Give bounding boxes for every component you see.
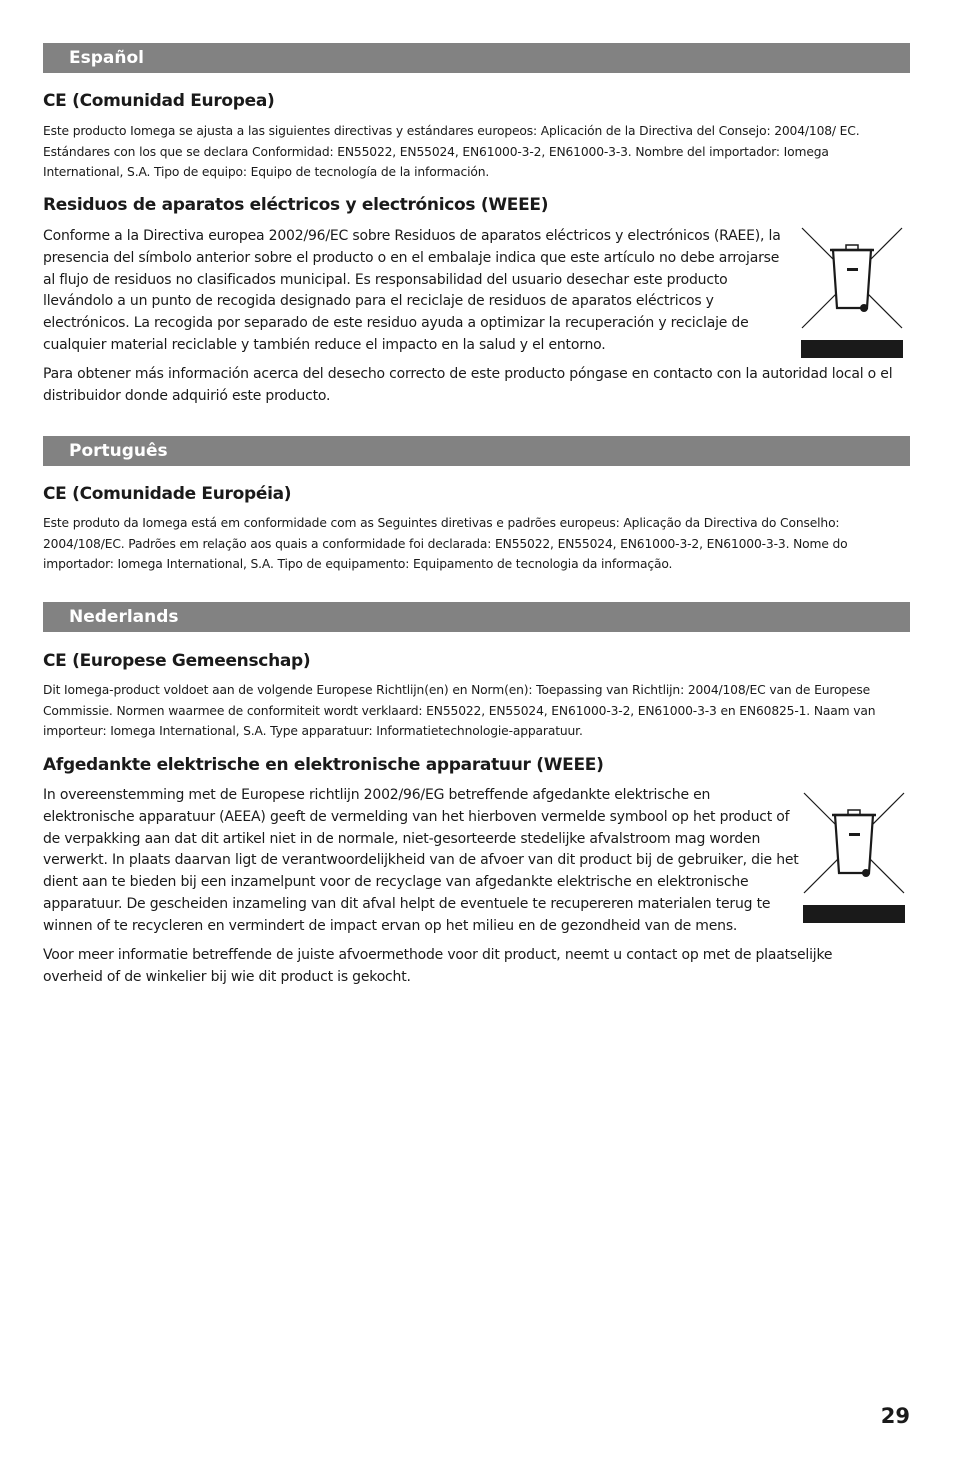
weee-heading-nl: Afgedankte elektrische en elektronische apparatuur (WEEE) bbox=[43, 755, 604, 775]
section-label: Español bbox=[69, 48, 144, 68]
weee-paragraph-nl: In overeenstemming met de Europese richtlijn 2002/96/EG betreffende afgedankte elektrische en elektronische apparatuur (AEEA) geeft de vermelding van het hierboven vermelde symbool op het product of de verpakking aan dat dit artikel niet in de normale, niet-gesorteerde stedelijke afvalstroom mag worden verwerkt. In plaats daarvan ligt de verantwoordelijkheid van de afvoer van dit product bij de gebruiker, die het dient aan te bieden bij een inzamelpunt voor de recyclage van afgedankte elektrische en elektronische apparatuur. De gescheiden inzameling van dit afval helpt de eventuele te recupereren materialen terug te winnen of te recycleren en vermindert de impact ervan op het milieu en de gezondheid van de mens. bbox=[43, 787, 799, 934]
weee-bin-icon bbox=[802, 791, 906, 925]
more-info-paragraph-nl: Voor meer informatie betreffende de juiste afvoermethode voor dit product, neemt u contact op met de plaatselijke overheid of de winkelier bij wie dit product is gekocht. bbox=[43, 947, 833, 985]
ce-heading-pt: CE (Comunidade Européia) bbox=[43, 484, 292, 504]
section-label: Português bbox=[69, 441, 168, 461]
more-info-paragraph-es: Para obtener más información acerca del desecho correcto de este producto póngase en contacto con la autoridad local o el distribuidor donde adquirió este producto. bbox=[43, 366, 893, 404]
section-header-nederlands bbox=[43, 602, 910, 632]
page-number: 29 bbox=[880, 1404, 910, 1428]
ce-paragraph-pt: Este produto da Iomega está em conformidade com as Seguintes diretivas e padrões europeus: Aplicação da Directiva do Conselho: 2004/108/EC. Padrões em relação aos quais a conformidade foi declarada: EN55022, EN55024, EN61000-3-2, EN61000-3-3. Nome do importador: Iomega International, S.A. Tipo de equipamento: Equipamento de tecnologia da informação. bbox=[43, 516, 848, 571]
weee-paragraph-es: Conforme a la Directiva europea 2002/96/EC sobre Residuos de aparatos eléctricos y electrónicos (RAEE), la presencia del símbolo anterior sobre el producto o en el embalaje indica que este artículo no debe arrojarse al flujo de residuos no clasificados municipal. Es responsabilidad del usuario desechar este producto llevándolo a un punto de recogida designado para el reciclaje de residuos de aparatos eléctricos y electrónicos. La recogida por separado de este residuo ayuda a optimizar la recuperación y reciclaje de cualquier material reciclable y también reduce el impacto en la salud y el entorno. bbox=[43, 228, 781, 353]
ce-heading-nl: CE (Europese Gemeenschap) bbox=[43, 651, 311, 671]
section-label: Nederlands bbox=[69, 607, 179, 627]
ce-heading-es: CE (Comunidad Europea) bbox=[43, 91, 275, 111]
section-header-espanol bbox=[43, 43, 910, 73]
weee-heading-es: Residuos de aparatos eléctricos y electrónicos (WEEE) bbox=[43, 195, 549, 215]
section-header-portugues bbox=[43, 436, 910, 466]
ce-paragraph-es: Este producto Iomega se ajusta a las siguientes directivas y estándares europeos: Aplicación de la Directiva del Consejo: 2004/108/ EC. Estándares con los que se declara Conformidad: EN55022, EN55024, EN61000-3-2, EN61000-3-3. Nombre del importador: Iomega International, S.A. Tipo de equipo: Equipo de tecnología de la información. bbox=[43, 124, 860, 179]
ce-paragraph-nl: Dit Iomega-product voldoet aan de volgende Europese Richtlijn(en) en Norm(en): Toepassing van Richtlijn: 2004/108/EC van de Europese Commissie. Normen waarmee de conformiteit wordt verklaard: EN55022, EN55024, EN61000-3-2, EN61000-3-3 en EN60825-1. Naam van importeur: Iomega International, S.A. Type apparatuur: Informatietechnologie-apparatuur. bbox=[43, 683, 876, 738]
weee-bin-icon bbox=[800, 226, 904, 360]
